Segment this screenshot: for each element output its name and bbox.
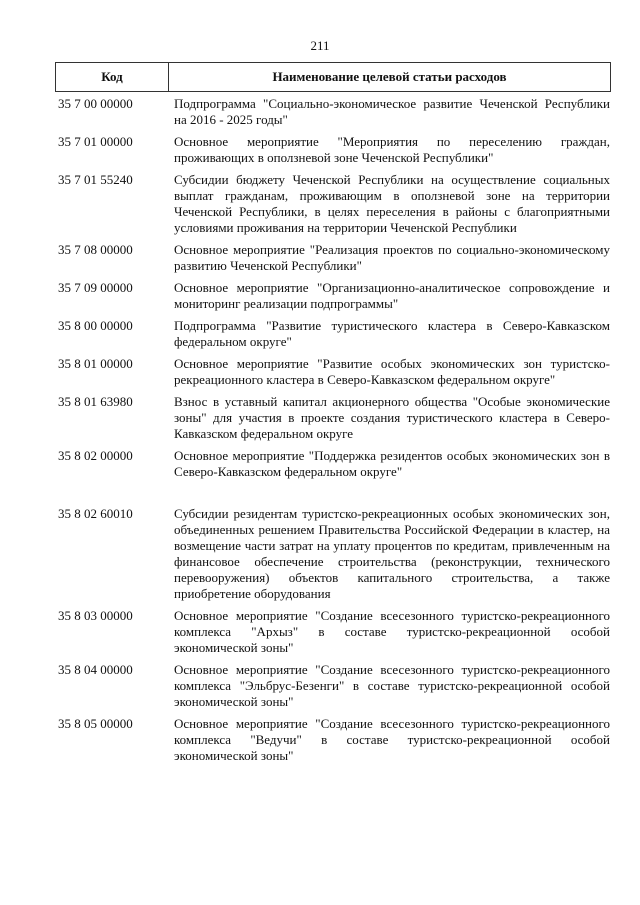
row-name: Основное мероприятие "Реализация проектов по социально-экономическому развитию Чеченской Республики" [174, 242, 610, 273]
row-spacer [58, 486, 610, 506]
row-code: 35 7 00 00000 [58, 96, 133, 111]
row-name: Взнос в уставный капитал акционерного общества "Особые экономические зоны" для участия в проекте создания туристического кластера в Северо-Кавказском федеральном округе [174, 394, 610, 441]
table-row [58, 716, 610, 764]
row-code: 35 7 09 00000 [58, 280, 133, 295]
row-name: Основное мероприятие "Создание всесезонного туристско-рекреационного комплекса "Эльбрус-Безенги" в составе туристско-рекреационной особой экономической зоны" [174, 662, 610, 709]
row-code: 35 8 01 00000 [58, 356, 133, 371]
row-code: 35 8 02 00000 [58, 448, 133, 463]
table-row [58, 134, 610, 166]
table-row [58, 96, 610, 128]
row-name: Основное мероприятие "Создание всесезонного туристско-рекреационного комплекса "Ведучи" в составе туристско-рекреационной особой экономической зоны" [174, 716, 610, 763]
row-name: Основное мероприятие "Создание всесезонного туристско-рекреационного комплекса "Архыз" в составе туристско-рекреационной особой экономической зоны" [174, 608, 610, 655]
row-code: 35 7 01 55240 [58, 172, 133, 187]
column-header-name: Наименование целевой статьи расходов [272, 69, 507, 84]
row-code: 35 8 00 00000 [58, 318, 133, 333]
row-name: Подпрограмма "Социально-экономическое развитие Чеченской Республики на 2016 - 2025 годы" [174, 96, 610, 127]
table-row [58, 280, 610, 312]
row-name: Основное мероприятие "Развитие особых экономических зон туристско-рекреационного кластера в Северо-Кавказском федеральном округе" [174, 356, 610, 387]
row-name: Субсидии резидентам туристско-рекреационных особых экономических зон, объединенных решением Правительства Российской Федерации в кластер, на возмещение части затрат на уплату процентов по кредитам, привлеченным на финансовое обеспечение строительства (реконструкции, технического перевооружения) объектов капитального строительства, а также приобретение оборудования [174, 506, 610, 601]
row-code: 35 8 04 00000 [58, 662, 133, 677]
row-code: 35 8 05 00000 [58, 716, 133, 731]
table-row [58, 506, 610, 602]
table-body [58, 96, 610, 770]
row-code: 35 8 03 00000 [58, 608, 133, 623]
table-row [58, 394, 610, 442]
table-row [58, 662, 610, 710]
page-number: 211 [310, 38, 330, 53]
table-row [58, 608, 610, 656]
row-name: Основное мероприятие "Мероприятия по переселению граждан, проживающих в оползневой зоне Чеченской Республики" [174, 134, 610, 165]
row-code: 35 7 01 00000 [58, 134, 133, 149]
table-row [58, 242, 610, 274]
table-header [55, 62, 611, 92]
row-name: Субсидии бюджету Чеченской Республики на осуществление социальных выплат гражданам, проживающим в оползневой зоне на территории Чеченской Республики, в целях переселения в районы с благоприятными условиями проживания на территории Чеченской Республики [174, 172, 610, 235]
table-row [58, 356, 610, 388]
row-name: Основное мероприятие "Поддержка резидентов особых экономических зон в Северо-Кавказском федеральном округе" [174, 448, 610, 479]
row-code: 35 8 02 60010 [58, 506, 133, 521]
column-header-code: Код [56, 63, 169, 91]
row-name: Подпрограмма "Развитие туристического кластера в Северо-Кавказском федеральном округе" [174, 318, 610, 349]
row-name: Основное мероприятие "Организационно-аналитическое сопровождение и мониторинг реализации подпрограммы" [174, 280, 610, 311]
row-code: 35 8 01 63980 [58, 394, 133, 409]
table-row [58, 448, 610, 480]
table-row [58, 318, 610, 350]
row-code: 35 7 08 00000 [58, 242, 133, 257]
table-row [58, 172, 610, 236]
